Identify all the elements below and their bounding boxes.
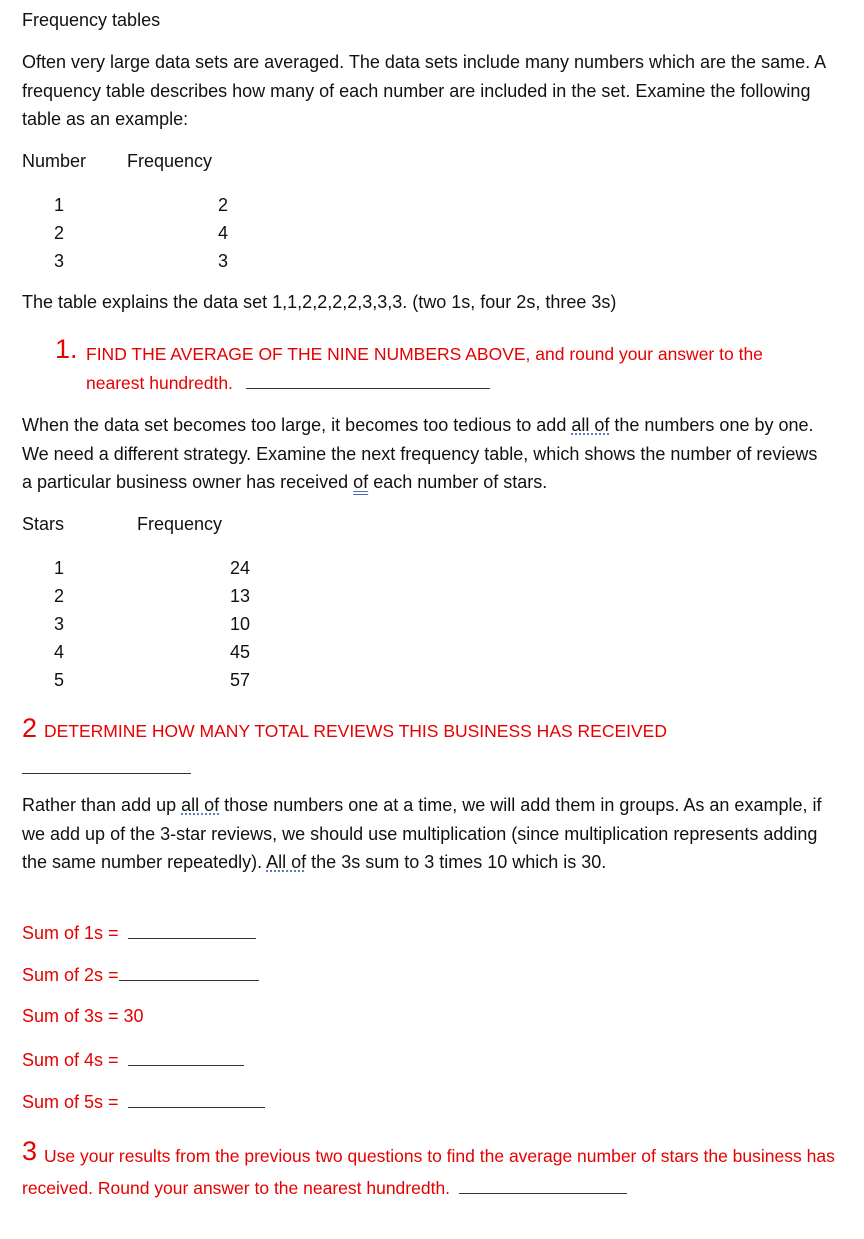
sum-4s-label: Sum of 4s =: [22, 1050, 119, 1070]
paragraph-3-text-a: Rather than add up: [22, 795, 182, 815]
question1-answer-blank[interactable]: [246, 372, 490, 389]
paragraph-3: [22, 791, 832, 877]
paragraph-3-all-of: all of: [181, 795, 220, 815]
page-title: Frequency tables: [22, 10, 161, 30]
table1-cell: 3: [217, 251, 228, 271]
question1-text: [86, 340, 816, 397]
paragraph-2-text-c: each number of stars.: [368, 472, 548, 492]
question3-number: 3: [22, 1136, 38, 1166]
table2-cell: 3: [53, 614, 64, 634]
paragraph-3-all-of-2: All of: [266, 852, 307, 872]
sum-5s-line: [22, 1091, 265, 1113]
paragraph-3-text-b: those numbers one at a time, we will add them in groups. As an example, if we add up of the 3-star reviews, we should use multiplication (since multiplication represents adding the same number repeatedly).: [22, 795, 822, 872]
paragraph-2: [22, 411, 832, 497]
question3-label: Use your results from the previous two questions to find the average number of stars the business has received. Round your answer to the nearest hundredth.: [22, 1146, 835, 1198]
paragraph-2-all-of: all of: [571, 415, 610, 435]
table1-explanation: The table explains the data set 1,1,2,2,2,2,3,3,3. (two 1s, four 2s, three 3s): [22, 292, 617, 312]
paragraph-2-text-a: When the data set becomes too large, it becomes too tedious to add: [22, 415, 572, 435]
sum-5s-blank[interactable]: [128, 1091, 265, 1108]
sum-4s-blank[interactable]: [128, 1049, 244, 1066]
paragraph-2-of: of: [353, 472, 369, 492]
question2-number: 2: [22, 713, 38, 743]
question1-number: 1.: [55, 334, 78, 364]
table2-header-stars: Stars: [22, 514, 65, 534]
sum-1s-blank[interactable]: [128, 922, 256, 939]
table2-cell: 13: [229, 586, 251, 606]
sum-3s-line: Sum of 3s = 30: [22, 1006, 144, 1026]
table1-cell: 2: [53, 223, 64, 243]
table1-header-frequency: Frequency: [127, 151, 213, 171]
table1-cell: 3: [53, 251, 64, 271]
sum-4s-line: [22, 1049, 244, 1071]
table1-cell: 1: [53, 195, 64, 215]
sum-5s-label: Sum of 5s =: [22, 1092, 119, 1112]
table2-cell: 2: [53, 586, 64, 606]
sum-1s-line: [22, 922, 256, 944]
paragraph-3-text-c: the 3s sum to 3 times 10 which is 30.: [306, 852, 607, 872]
question3-answer-blank[interactable]: [459, 1177, 627, 1194]
question1-label: FIND THE AVERAGE OF THE NINE NUMBERS ABOVE, and round your answer to the nearest hundredth.: [86, 344, 763, 393]
question3-text: [22, 1140, 837, 1204]
table2-cell: 5: [53, 670, 64, 690]
table2-cell: 1: [53, 558, 64, 578]
sum-2s-line: [22, 964, 259, 986]
table1-header-number: Number: [22, 151, 87, 171]
sum-1s-label: Sum of 1s =: [22, 923, 119, 943]
table1-cell: 2: [217, 195, 228, 215]
table2-cell: 45: [229, 642, 251, 662]
table2-header-frequency: Frequency: [137, 514, 223, 534]
table2-cell: 57: [229, 670, 251, 690]
paragraph-2-text-b: the numbers one by one. We need a different strategy. Examine the next frequency table, which shows the number of reviews a particular business owner has received: [22, 415, 818, 492]
table2-cell: 24: [229, 558, 251, 578]
sum-2s-blank[interactable]: [119, 964, 259, 981]
question2-text: DETERMINE HOW MANY TOTAL REVIEWS THIS BUSINESS HAS RECEIVED: [44, 721, 667, 741]
intro-paragraph: Often very large data sets are averaged. The data sets include many numbers which are the same. A frequency table describes how many of each number are included in the set. Examine the following table as an example:: [22, 52, 826, 129]
table2-cell: 4: [53, 642, 64, 662]
question2-answer-blank[interactable]: [22, 757, 191, 774]
sum-2s-label: Sum of 2s =: [22, 965, 119, 985]
table1-cell: 4: [217, 223, 228, 243]
table2-cell: 10: [229, 614, 251, 634]
